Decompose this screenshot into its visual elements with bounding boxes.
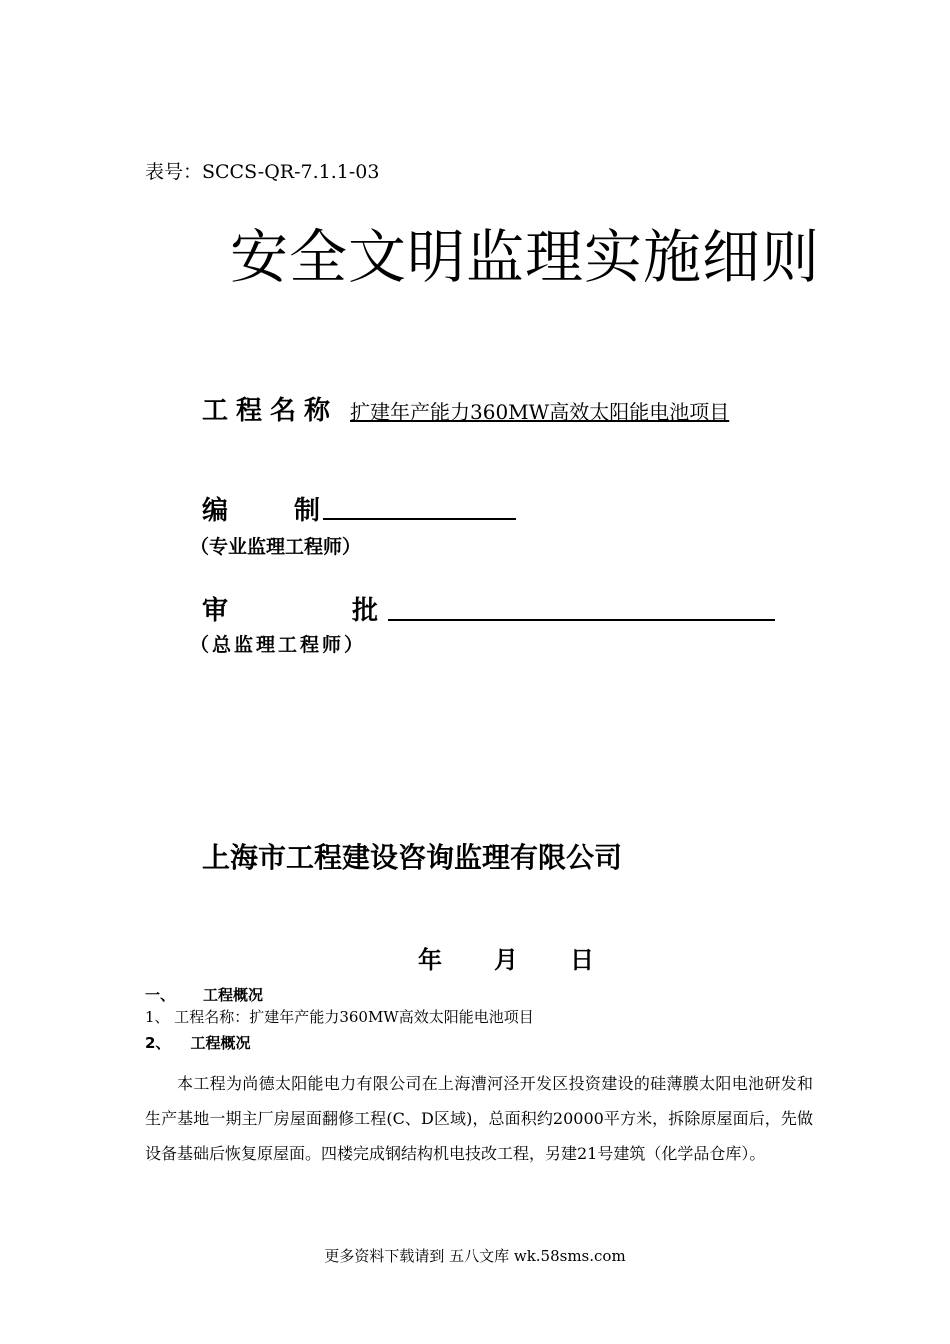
form-number: 表号：SCCS-QR-7.1.1-03: [145, 161, 380, 183]
approver-label: [202, 590, 378, 627]
project-name-label: 工程名称: [202, 396, 339, 426]
compiler-label-char-2: 制: [294, 496, 321, 526]
item-2-heading: [145, 1032, 250, 1053]
date-year: 年: [418, 946, 442, 974]
approver-label-char-1: 审: [202, 596, 229, 626]
section-1-title: 工程概况: [203, 986, 264, 1004]
approver-label-char-2: 批: [352, 596, 379, 626]
date-month: 月: [494, 946, 518, 974]
date-row: [418, 940, 594, 975]
section-1-heading: [145, 984, 263, 1005]
compiler-role: （专业监理工程师）: [190, 536, 362, 558]
compiler-signature-line: [323, 518, 516, 520]
compiler-label-char-1: 编: [202, 496, 229, 526]
company-name: 上海市工程建设咨询监理有限公司: [202, 841, 623, 874]
project-name-value: 扩建年产能力360MW高效太阳能电池项目: [350, 400, 730, 424]
approver-signature-line: [388, 619, 775, 621]
overview-paragraph: 本工程为尚德太阳能电力有限公司在上海漕河泾开发区投资建设的硅薄膜太阳电池研发和生产基地一期主厂房屋面翻修工程(C、D区域)，总面积约20000平方米，拆除原屋面后，先做设备基础后恢复原屋面。四楼完成钢结构机电技改工程，另建21号建筑（化学品仓库）。: [145, 1074, 813, 1163]
compiler-label: [202, 490, 320, 527]
document-title: 安全文明监理实施细则: [230, 223, 821, 291]
item-2-number: 2、: [145, 1034, 171, 1052]
item-1-project-name: 1、 工程名称：扩建年产能力360MW高效太阳能电池项目: [145, 1008, 534, 1026]
date-day: 日: [570, 946, 594, 974]
item-2-title: 工程概况: [190, 1034, 251, 1052]
footer-download-note: 更多资料下载请到 五八文库 wk.58sms.com: [324, 1247, 626, 1265]
approver-role: （总监理工程师）: [190, 634, 367, 656]
section-1-number: 一、: [145, 986, 176, 1004]
